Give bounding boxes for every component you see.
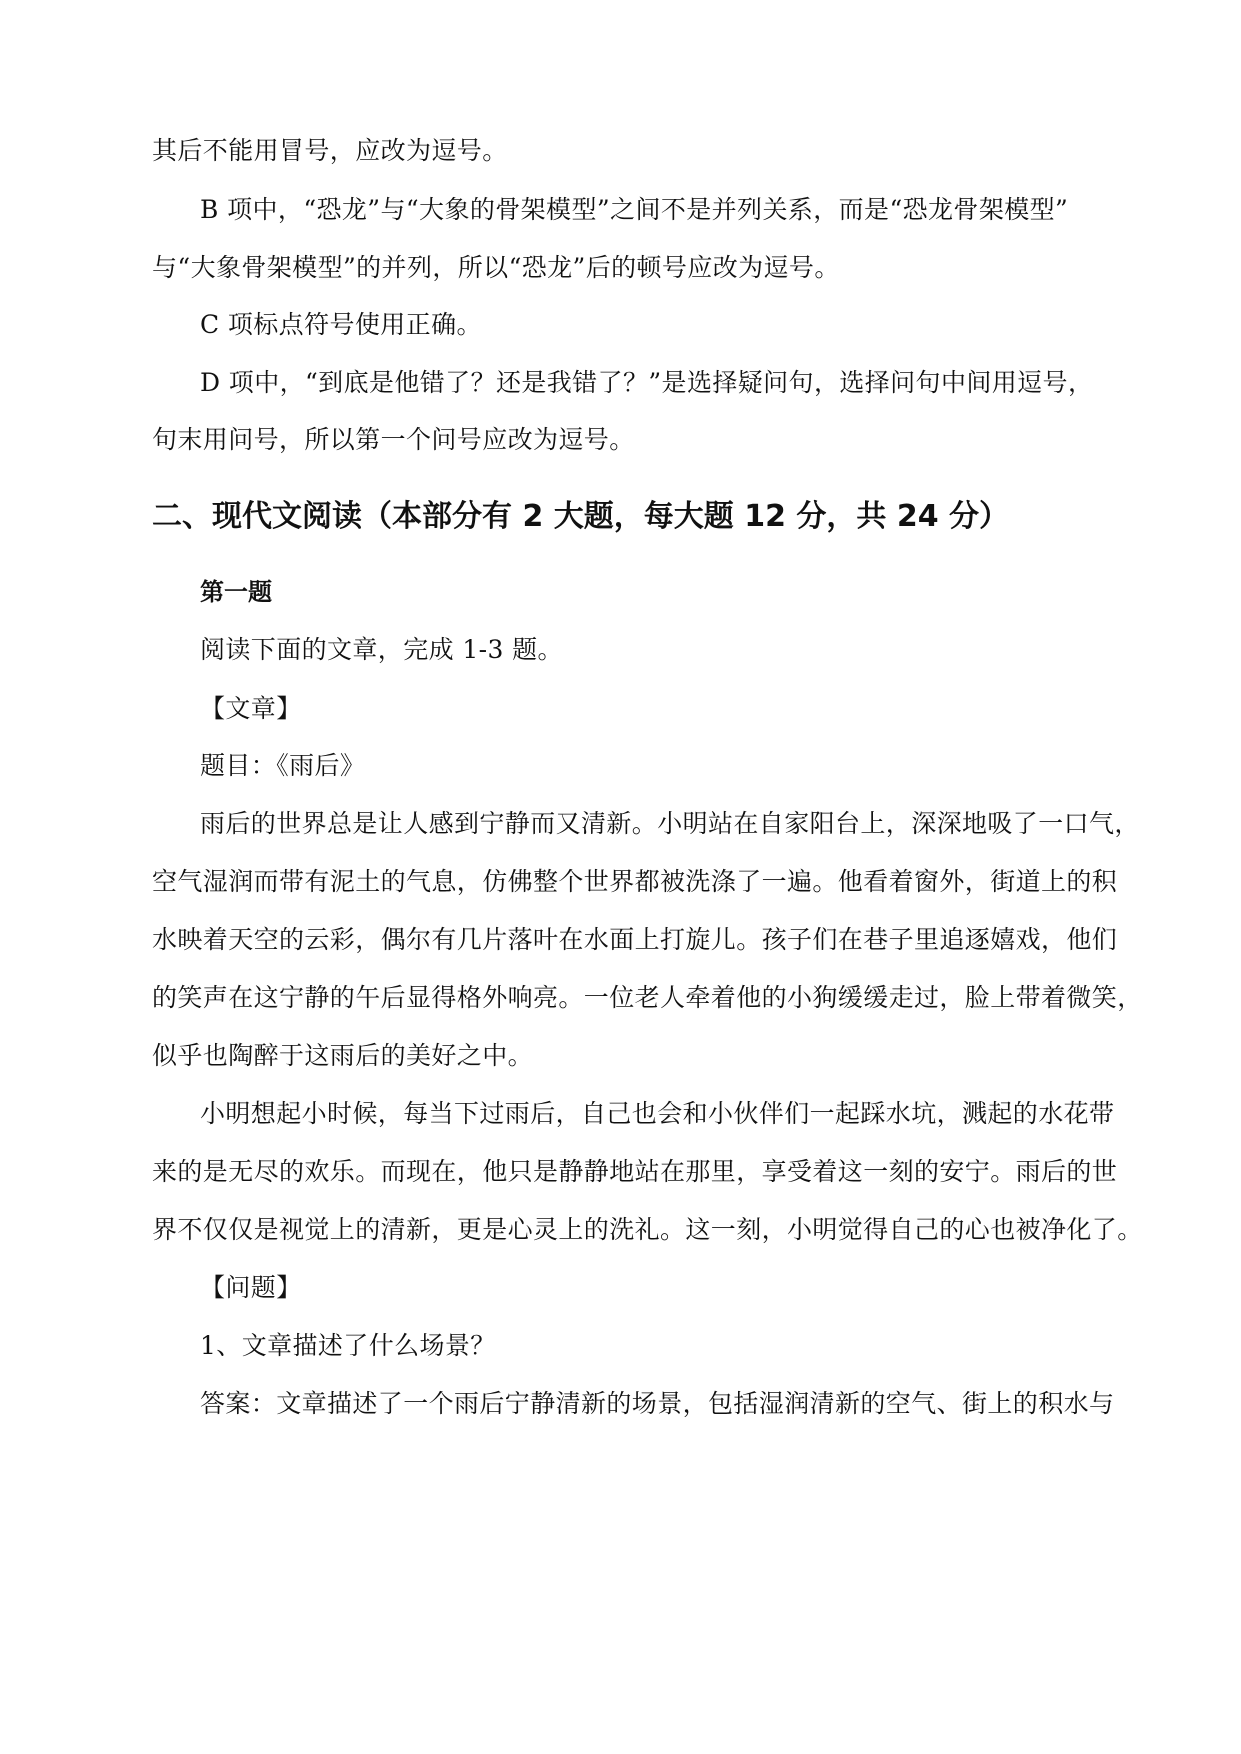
question-1-title: 第一题 [200,578,272,606]
option-b-line-1: B 项中，“恐龙”与“大象的骨架模型”之间不是并列关系，而是“恐龙骨架模型” [200,195,1069,224]
article-title: 题目：《雨后》 [200,751,366,780]
paragraph-2-line: 小明想起小时候，每当下过雨后，自己也会和小伙伴们一起踩水坑，溅起的水花带 [200,1099,1115,1128]
article-label: 【文章】 [200,694,302,723]
paragraph-1-line: 水映着天空的云彩，偶尔有几片落叶在水面上打旋儿。孩子们在巷子里追逐嬉戏，他们 [152,925,1118,954]
instruction: 阅读下面的文章，完成 1-3 题。 [200,635,563,664]
paragraph-1-line: 的笑声在这宁静的午后显得格外响亮。一位老人牵着他的小狗缓缓走过，脸上带着微笑， [152,983,1143,1012]
paragraph-1-line: 似乎也陶醉于这雨后的美好之中。 [152,1041,534,1070]
question-1-text: 1、文章描述了什么场景？ [200,1331,496,1360]
answer-1-text: 答案：文章描述了一个雨后宁静清新的场景，包括湿润清新的空气、街上的积水与 [200,1389,1115,1418]
option-d-line-2: 句末用问号，所以第一个问号应改为逗号。 [152,425,635,454]
paragraph-1-line: 雨后的世界总是让人感到宁静而又清新。小明站在自家阳台上，深深地吸了一口气， [200,809,1140,838]
option-d-line-1: D 项中，“到底是他错了？还是我错了？”是选择疑问句，选择问句中间用逗号， [200,368,1094,397]
carryover-a-tail: 其后不能用冒号，应改为逗号。 [152,136,508,165]
paragraph-2-line: 来的是无尽的欢乐。而现在，他只是静静地站在那里，享受着这一刻的安宁。雨后的世 [152,1157,1118,1186]
section-heading: 二、现代文阅读（本部分有 2 大题，每大题 12 分，共 24 分） [152,499,1010,534]
option-c: C 项标点符号使用正确。 [200,310,482,339]
option-b-line-2: 与“大象骨架模型”的并列，所以“恐龙”后的顿号应改为逗号。 [152,253,840,282]
paragraph-1-line: 空气湿润而带有泥土的气息，仿佛整个世界都被洗涤了一遍。他看着窗外，街道上的积 [152,867,1118,896]
question-label: 【问题】 [200,1273,302,1302]
paragraph-2-line: 界不仅仅是视觉上的清新，更是心灵上的洗礼。这一刻，小明觉得自己的心也被净化了。 [152,1215,1143,1244]
